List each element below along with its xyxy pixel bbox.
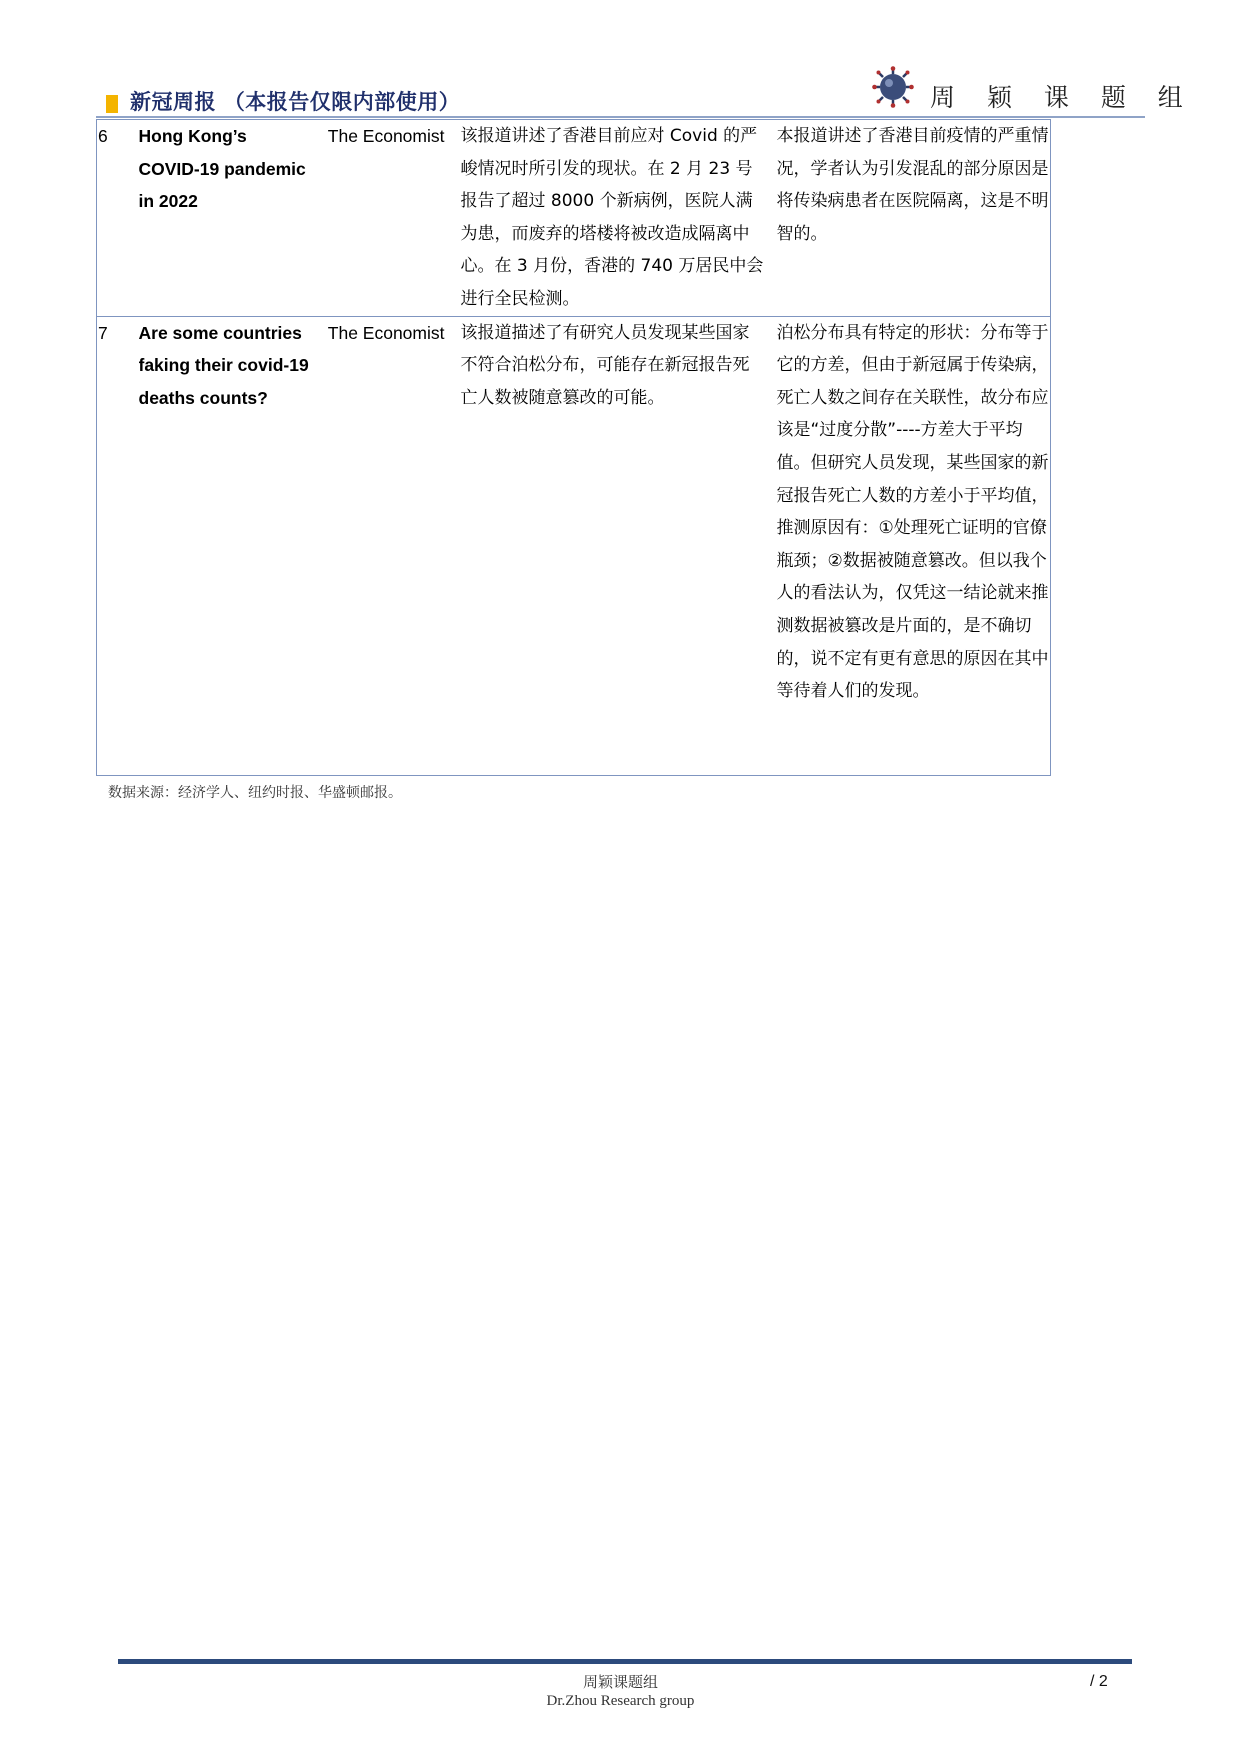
row-number: 7 — [97, 316, 139, 775]
research-group-name: 周 颖 课 题 组 — [930, 83, 1195, 112]
footer-group-cn: 周颖课题组 — [582, 1673, 658, 1691]
article-title: Are some countries faking their covid-19 deaths counts? — [139, 316, 319, 775]
news-table — [96, 119, 1051, 776]
footer-group-en: Dr.Zhou Research group — [546, 1693, 695, 1709]
row-number: 6 — [97, 120, 139, 317]
article-source: The Economist — [319, 316, 449, 775]
article-title: Hong Kong’s COVID-19 pandemic in 2022 — [139, 120, 319, 317]
article-source: The Economist — [319, 120, 449, 317]
footer-divider — [118, 1659, 1132, 1664]
table-row — [97, 316, 1051, 775]
report-header — [106, 86, 460, 116]
header-divider — [96, 116, 1145, 118]
page-number: / 2 — [1090, 1673, 1108, 1690]
article-description: 该报道讲述了香港目前应对 Covid 的严峻情况时所引发的现状。在 2 月 23 号报告了超过 8000 个新病例，医院人满为患，而废弃的塔楼将被改造成隔离中心。在 3 月份，香港的 740 万居民中会进行全民检测。 — [449, 120, 765, 317]
report-title: 新冠周报 （本报告仅限内部使用） — [130, 90, 461, 114]
article-summary: 本报道讲述了香港目前疫情的严重情况，学者认为引发混乱的部分原因是将传染病患者在医院隔离，这是不明智的。 — [765, 120, 1051, 317]
article-summary: 泊松分布具有特定的形状：分布等于它的方差，但由于新冠属于传染病，死亡人数之间存在关联性，故分布应该是“过度分散”----方差大于平均值。但研究人员发现，某些国家的新冠报告死亡人数的方差小于平均值，推测原因有：①处理死亡证明的官僚瓶颈；②数据被随意篡改。但以我个人的看法认为，仅凭这一结论就来推测数据被篡改是片面的，是不确切的，说不定有更有意思的原因在其中等待着人们的发现。 — [765, 316, 1051, 775]
virus-logo-icon — [872, 66, 914, 108]
article-description: 该报道描述了有研究人员发现某些国家不符合泊松分布，可能存在新冠报告死亡人数被随意篡改的可能。 — [449, 316, 765, 775]
table-row — [97, 120, 1051, 317]
header-accent-mark — [106, 95, 118, 113]
data-source-note: 数据来源：经济学人、纽约时报、华盛顿邮报。 — [108, 785, 402, 801]
